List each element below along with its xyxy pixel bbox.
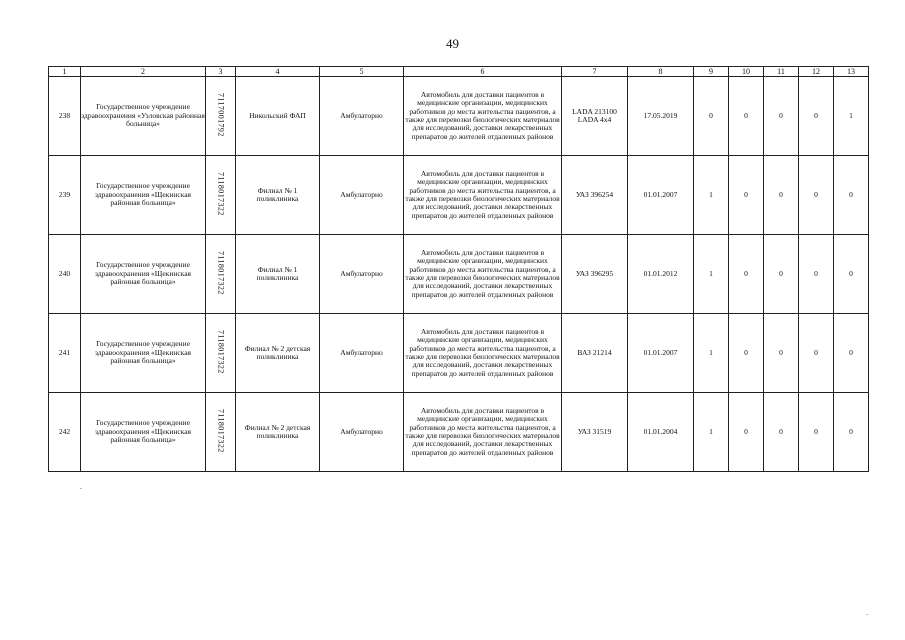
column-header: 6	[404, 67, 562, 77]
column-header: 2	[81, 67, 206, 77]
column-header: 8	[628, 67, 694, 77]
purpose-cell: Автомобиль для доставки пациентов в медицинские организации, медицинских работников до места жительства пациентов, а также для перевозки биологических материалов для исследований, доставки лекарственных препаратов до жителей отдаленных районов	[404, 235, 562, 314]
column-header: 5	[320, 67, 404, 77]
date-cell: 01.01.2007	[628, 156, 694, 235]
code-cell	[206, 77, 236, 156]
code-cell	[206, 393, 236, 472]
care-type-cell: Амбулаторно	[320, 314, 404, 393]
table-row	[49, 393, 869, 472]
count-cell: 0	[799, 156, 834, 235]
vehicle-cell: УАЗ 31519	[562, 393, 628, 472]
code-cell	[206, 235, 236, 314]
organization-cell: Государственное учреждение здравоохранения «Щекинская районная больница»	[81, 156, 206, 235]
date-cell: 01.01.2004	[628, 393, 694, 472]
code-cell	[206, 156, 236, 235]
column-header: 1	[49, 67, 81, 77]
row-number: 242	[49, 393, 81, 472]
purpose-cell: Автомобиль для доставки пациентов в медицинские организации, медицинских работников до места жительства пациентов, а также для перевозки биологических материалов для исследований, доставки лекарственных препаратов до жителей отдаленных районов	[404, 393, 562, 472]
vehicle-cell: УАЗ 396254	[562, 156, 628, 235]
count-cell: 0	[764, 156, 799, 235]
purpose-cell: Автомобиль для доставки пациентов в медицинские организации, медицинских работников до места жительства пациентов, а также для перевозки биологических материалов для исследований, доставки лекарственных препаратов до жителей отдаленных районов	[404, 156, 562, 235]
unit-cell: Филиал № 2 детская поликлиника	[236, 393, 320, 472]
care-type-cell: Амбулаторно	[320, 393, 404, 472]
unit-cell: Никольский ФАП	[236, 77, 320, 156]
code-cell	[206, 314, 236, 393]
date-cell: 17.05.2019	[628, 77, 694, 156]
vehicle-cell: УАЗ 396295	[562, 235, 628, 314]
table-row	[49, 235, 869, 314]
count-cell: 1	[834, 77, 869, 156]
count-cell: 1	[694, 393, 729, 472]
date-cell: 01.01.2007	[628, 314, 694, 393]
count-cell: 0	[764, 314, 799, 393]
count-cell: 0	[729, 156, 764, 235]
scan-artifact	[80, 488, 82, 489]
organization-cell: Государственное учреждение здравоохранения «Щекинская районная больница»	[81, 393, 206, 472]
column-header: 3	[206, 67, 236, 77]
count-cell: 1	[694, 156, 729, 235]
row-number: 239	[49, 156, 81, 235]
scan-artifact	[866, 614, 868, 615]
column-header: 13	[834, 67, 869, 77]
column-header: 4	[236, 67, 320, 77]
organization-cell: Государственное учреждение здравоохранения «Щекинская районная больница»	[81, 235, 206, 314]
count-cell: 1	[694, 314, 729, 393]
care-type-cell: Амбулаторно	[320, 235, 404, 314]
column-header: 11	[764, 67, 799, 77]
count-cell: 0	[799, 393, 834, 472]
code-text: 7118017322	[216, 250, 226, 295]
column-header: 7	[562, 67, 628, 77]
count-cell: 0	[799, 235, 834, 314]
organization-cell: Государственное учреждение здравоохранения «Узловская районная больница»	[81, 77, 206, 156]
column-header: 10	[729, 67, 764, 77]
count-cell: 0	[764, 77, 799, 156]
count-cell: 0	[764, 393, 799, 472]
count-cell: 0	[799, 314, 834, 393]
vehicle-cell: LADA 213100 LADA 4x4	[562, 77, 628, 156]
unit-cell: Филиал № 1 поликлиника	[236, 156, 320, 235]
count-cell: 0	[834, 156, 869, 235]
unit-cell: Филиал № 2 детская поликлиника	[236, 314, 320, 393]
care-type-cell: Амбулаторно	[320, 77, 404, 156]
count-cell: 0	[764, 235, 799, 314]
purpose-cell: Автомобиль для доставки пациентов в медицинские организации, медицинских работников до места жительства пациентов, а также для перевозки биологических материалов для исследований, доставки лекарственных препаратов до жителей отдаленных районов	[404, 77, 562, 156]
purpose-cell: Автомобиль для доставки пациентов в медицинские организации, медицинских работников до места жительства пациентов, а также для перевозки биологических материалов для исследований, доставки лекарственных препаратов до жителей отдаленных районов	[404, 314, 562, 393]
page-number: 49	[446, 36, 459, 51]
date-cell: 01.01.2012	[628, 235, 694, 314]
count-cell: 0	[729, 314, 764, 393]
code-text: 7118017322	[216, 408, 226, 453]
count-cell: 0	[729, 235, 764, 314]
column-number-row	[49, 67, 869, 77]
count-cell: 0	[694, 77, 729, 156]
count-cell: 0	[729, 77, 764, 156]
care-type-cell: Амбулаторно	[320, 156, 404, 235]
table-row	[49, 77, 869, 156]
row-number: 238	[49, 77, 81, 156]
table-row	[49, 156, 869, 235]
vehicle-table	[48, 66, 869, 472]
row-number: 240	[49, 235, 81, 314]
unit-cell: Филиал № 1 поликлиника	[236, 235, 320, 314]
count-cell: 0	[834, 235, 869, 314]
column-header: 9	[694, 67, 729, 77]
vehicle-cell: ВАЗ 21214	[562, 314, 628, 393]
code-text: 7117001792	[216, 92, 226, 137]
table-row	[49, 314, 869, 393]
count-cell: 0	[834, 314, 869, 393]
row-number: 241	[49, 314, 81, 393]
count-cell: 0	[729, 393, 764, 472]
count-cell: 0	[799, 77, 834, 156]
code-text: 7118017322	[216, 171, 226, 216]
column-header: 12	[799, 67, 834, 77]
code-text: 7118017322	[216, 329, 226, 374]
count-cell: 1	[694, 235, 729, 314]
count-cell: 0	[834, 393, 869, 472]
organization-cell: Государственное учреждение здравоохранения «Щекинская районная больница»	[81, 314, 206, 393]
